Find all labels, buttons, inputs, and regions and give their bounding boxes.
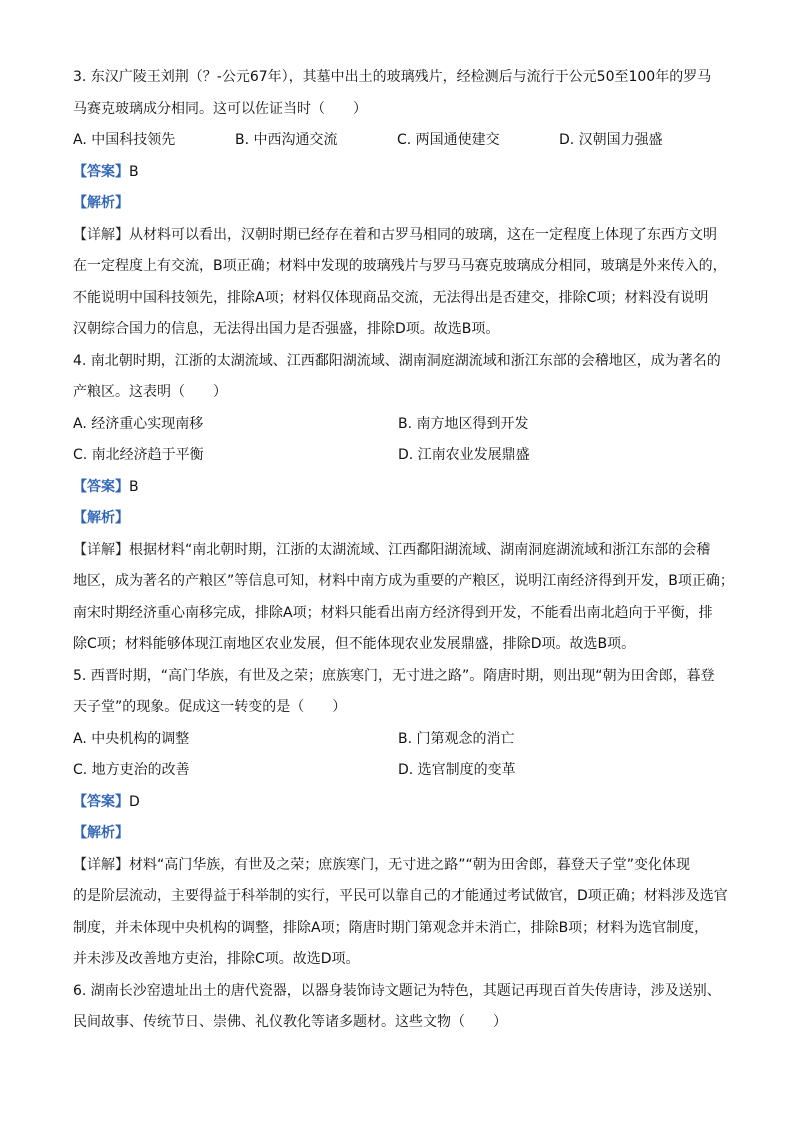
detail-line [73, 850, 728, 882]
answer-tag: 【答案】 [73, 793, 129, 810]
option-c[interactable]: C. 南北经济趋于平衡 [73, 447, 204, 463]
answer-tag: 【答案】 [73, 163, 129, 180]
answer-line [73, 787, 728, 819]
detail-line: 在一定程度上有交流，B项正确；材料中发现的玻璃残片与罗马马赛克玻璃成分相同，玻璃是外来传入的， [73, 258, 727, 274]
option-d[interactable]: D. 汉朝国力强盛 [559, 132, 663, 148]
detail-tag: 【详解】 [73, 541, 129, 558]
analysis-tag: 【解析】 [73, 510, 129, 526]
detail-text: 根据材料“南北朝时期，江浙的太湖流域、江西鄱阳湖流域、湖南洞庭湖流域和浙江东部的会稽 [129, 541, 711, 558]
option-a[interactable]: A. 中国科技领先 [73, 132, 176, 148]
detail-line: 除C项；材料能够体现江南地区农业发展，但不能体现农业发展鼎盛，排除D项。故选B项。 [73, 636, 636, 652]
option-b[interactable]: B. 南方地区得到开发 [398, 415, 529, 432]
question-stem-line: 民间故事、传统节日、崇佛、礼仪教化等诸多题材。这些文物（ ） [73, 1014, 507, 1030]
analysis-line [73, 188, 728, 220]
question-4 [73, 346, 734, 661]
options-row [73, 409, 728, 441]
options-row [73, 440, 728, 472]
detail-line: 并未涉及改善地方吏治，排除C项。故选D项。 [73, 951, 360, 967]
question-stem-line: 天子堂”的现象。促成这一转变的是（ ） [73, 699, 347, 715]
option-d[interactable]: D. 江南农业发展鼎盛 [398, 447, 530, 463]
question-stem-line: 6. 湖南长沙窑遗址出土的唐代瓷器，以器身装饰诗文题记为特色，其题记再现百首失传唐诗，涉及送别、 [73, 982, 721, 999]
option-c[interactable]: C. 地方吏治的改善 [73, 762, 190, 778]
question-6 [73, 976, 728, 1039]
options-row [73, 125, 728, 157]
options-row [73, 724, 728, 756]
answer-line [73, 472, 728, 504]
answer-tag: 【答案】 [73, 478, 129, 495]
analysis-line [73, 503, 728, 535]
detail-line: 汉朝综合国力的信息，无法得出国力是否强盛，排除D项。故选B项。 [73, 321, 500, 337]
question-stem-line: 产粮区。这表明（ ） [73, 384, 227, 400]
option-a[interactable]: A. 中央机构的调整 [73, 730, 190, 747]
answer-line [73, 157, 728, 189]
detail-line: 的是阶层流动，主要得益于科举制的实行，平民可以靠自己的才能通过考试做官，D项正确；材料涉及选官 [73, 888, 728, 904]
option-d[interactable]: D. 选官制度的变革 [398, 762, 516, 778]
options-row [73, 755, 728, 787]
exam-page [73, 62, 734, 1039]
detail-tag: 【详解】 [73, 226, 129, 243]
detail-line [73, 220, 728, 252]
option-c[interactable]: C. 两国通使建交 [397, 132, 500, 148]
question-stem-line: 5. 西晋时期，“高门华族，有世及之荣；庶族寒门，无寸进之路”。隋唐时期，则出现“朝为田舍郎，暮登 [73, 667, 715, 684]
analysis-line [73, 818, 728, 850]
detail-line [73, 535, 728, 567]
detail-text: 从材料可以看出，汉朝时期已经存在着和古罗马相同的玻璃，这在一定程度上体现了东西方文明 [129, 226, 717, 243]
detail-text: 材料“高门华族，有世及之荣；庶族寒门，无寸进之路”“朝为田舍郎，暮登天子堂”变化体现 [129, 856, 691, 873]
analysis-tag: 【解析】 [73, 825, 129, 841]
option-b[interactable]: B. 中西沟通交流 [235, 132, 338, 148]
option-b[interactable]: B. 门第观念的消亡 [398, 730, 515, 747]
answer-value: D [129, 793, 140, 810]
question-stem-line: 马赛克玻璃成分相同。这可以佐证当时（ ） [73, 100, 367, 117]
detail-line: 地区，成为著名的产粮区”等信息可知，材料中南方成为重要的产粮区，说明江南经济得到开发，B项正确； [73, 573, 734, 589]
answer-value: B [129, 163, 139, 180]
detail-line: 南宋时期经济重心南移完成，排除A项；材料只能看出南方经济得到开发，不能看出南北趋向于平衡，排 [73, 604, 713, 621]
question-5 [73, 661, 728, 976]
answer-value: B [129, 478, 139, 495]
question-3 [73, 62, 728, 346]
question-stem-line: 3. 东汉广陵王刘荆（？-公元67年），其墓中出土的玻璃残片，经检测后与流行于公元50至100年的罗马 [73, 69, 712, 85]
detail-tag: 【详解】 [73, 856, 129, 873]
detail-line: 制度，并未体现中央机构的调整，排除A项；隋唐时期门第观念并未消亡，排除B项；材料为选官制度， [73, 919, 709, 936]
detail-line: 不能说明中国科技领先，排除A项；材料仅体现商品交流，无法得出是否建交，排除C项；材料没有说明 [73, 289, 709, 306]
question-stem-line: 4. 南北朝时期，江浙的太湖流域、江西鄱阳湖流域、湖南洞庭湖流域和浙江东部的会稽地区，成为著名的 [73, 352, 721, 369]
analysis-tag: 【解析】 [73, 195, 129, 211]
option-a[interactable]: A. 经济重心实现南移 [73, 415, 204, 432]
